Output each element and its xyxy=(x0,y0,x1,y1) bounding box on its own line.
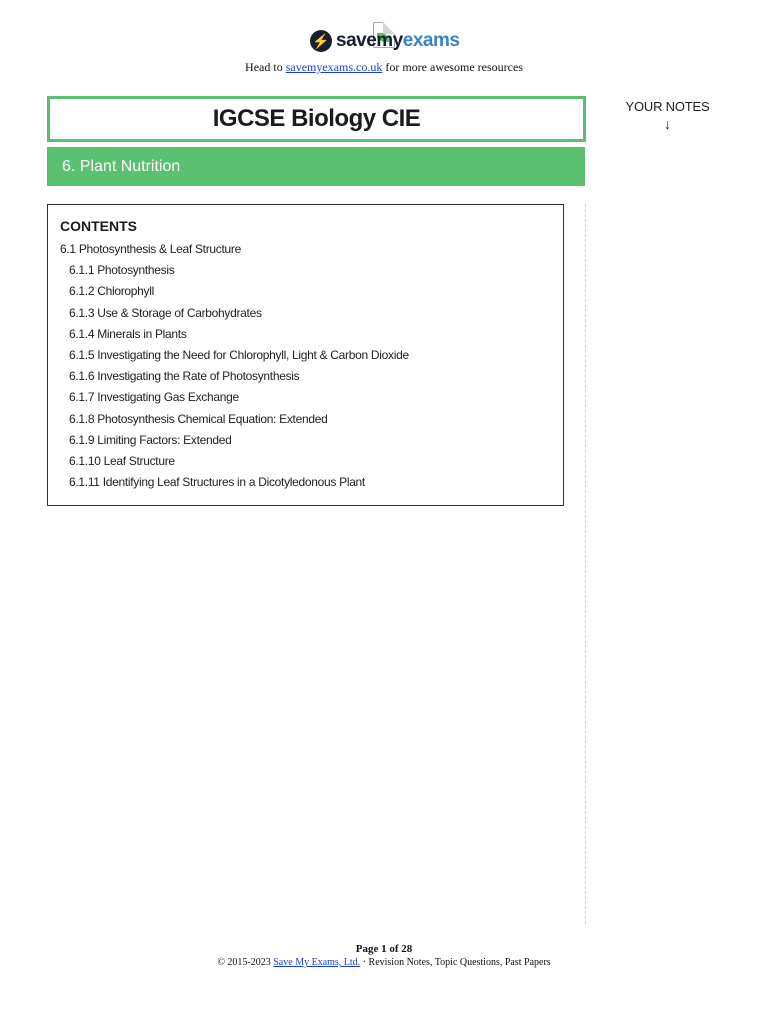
contents-item-6-1-11[interactable]: 6.1.11 Identifying Leaf Structures in a Dicotyledonous Plant xyxy=(69,475,365,490)
contents-item-6-1-1[interactable]: 6.1.1 Photosynthesis xyxy=(69,263,175,278)
your-notes-label: YOUR NOTES xyxy=(625,99,710,114)
tagline-prefix: Head to xyxy=(245,60,283,74)
website-link[interactable]: savemyexams.co.uk xyxy=(285,60,383,74)
contents-item-6-1-8[interactable]: 6.1.8 Photosynthesis Chemical Equation: Extended xyxy=(69,411,328,426)
logo-wordmark: savemyexams xyxy=(336,30,460,51)
company-link[interactable]: Save My Exams, Ltd. xyxy=(273,957,361,968)
footer-copyright xyxy=(0,957,768,968)
document-title: IGCSE Biology CIE xyxy=(47,96,586,142)
header-tagline xyxy=(0,60,768,75)
notes-margin-divider xyxy=(585,204,586,924)
page-number: Page 1 of 28 xyxy=(355,943,413,955)
contents-item-6-1-2[interactable]: 6.1.2 Chlorophyll xyxy=(69,284,154,299)
contents-item-6-1-10[interactable]: 6.1.10 Leaf Structure xyxy=(69,453,175,468)
save-my-exams-logo[interactable] xyxy=(306,22,466,62)
copyright-suffix: · Revision Notes, Topic Questions, Past Papers xyxy=(362,957,551,968)
tagline-suffix: for more awesome resources xyxy=(385,60,523,74)
contents-item-6-1-7[interactable]: 6.1.7 Investigating Gas Exchange xyxy=(69,390,239,405)
copyright-prefix: © 2015-2023 xyxy=(217,957,271,968)
section-heading: 6. Plant Nutrition xyxy=(47,147,585,186)
contents-item-6-1-9[interactable]: 6.1.9 Limiting Factors: Extended xyxy=(69,432,232,447)
contents-item-6-1-5[interactable]: 6.1.5 Investigating the Need for Chlorophyll, Light & Carbon Dioxide xyxy=(69,347,409,362)
arrow-down-icon: ↓ xyxy=(664,116,671,132)
contents-heading: CONTENTS xyxy=(60,218,137,234)
lightning-bolt-icon: ⚡ xyxy=(310,30,332,52)
contents-box xyxy=(47,204,564,506)
contents-item-6-1[interactable]: 6.1 Photosynthesis & Leaf Structure xyxy=(60,242,241,256)
contents-item-6-1-3[interactable]: 6.1.3 Use & Storage of Carbohydrates xyxy=(69,305,262,320)
contents-item-6-1-6[interactable]: 6.1.6 Investigating the Rate of Photosynthesis xyxy=(69,369,300,384)
contents-item-6-1-4[interactable]: 6.1.4 Minerals in Plants xyxy=(69,326,187,341)
